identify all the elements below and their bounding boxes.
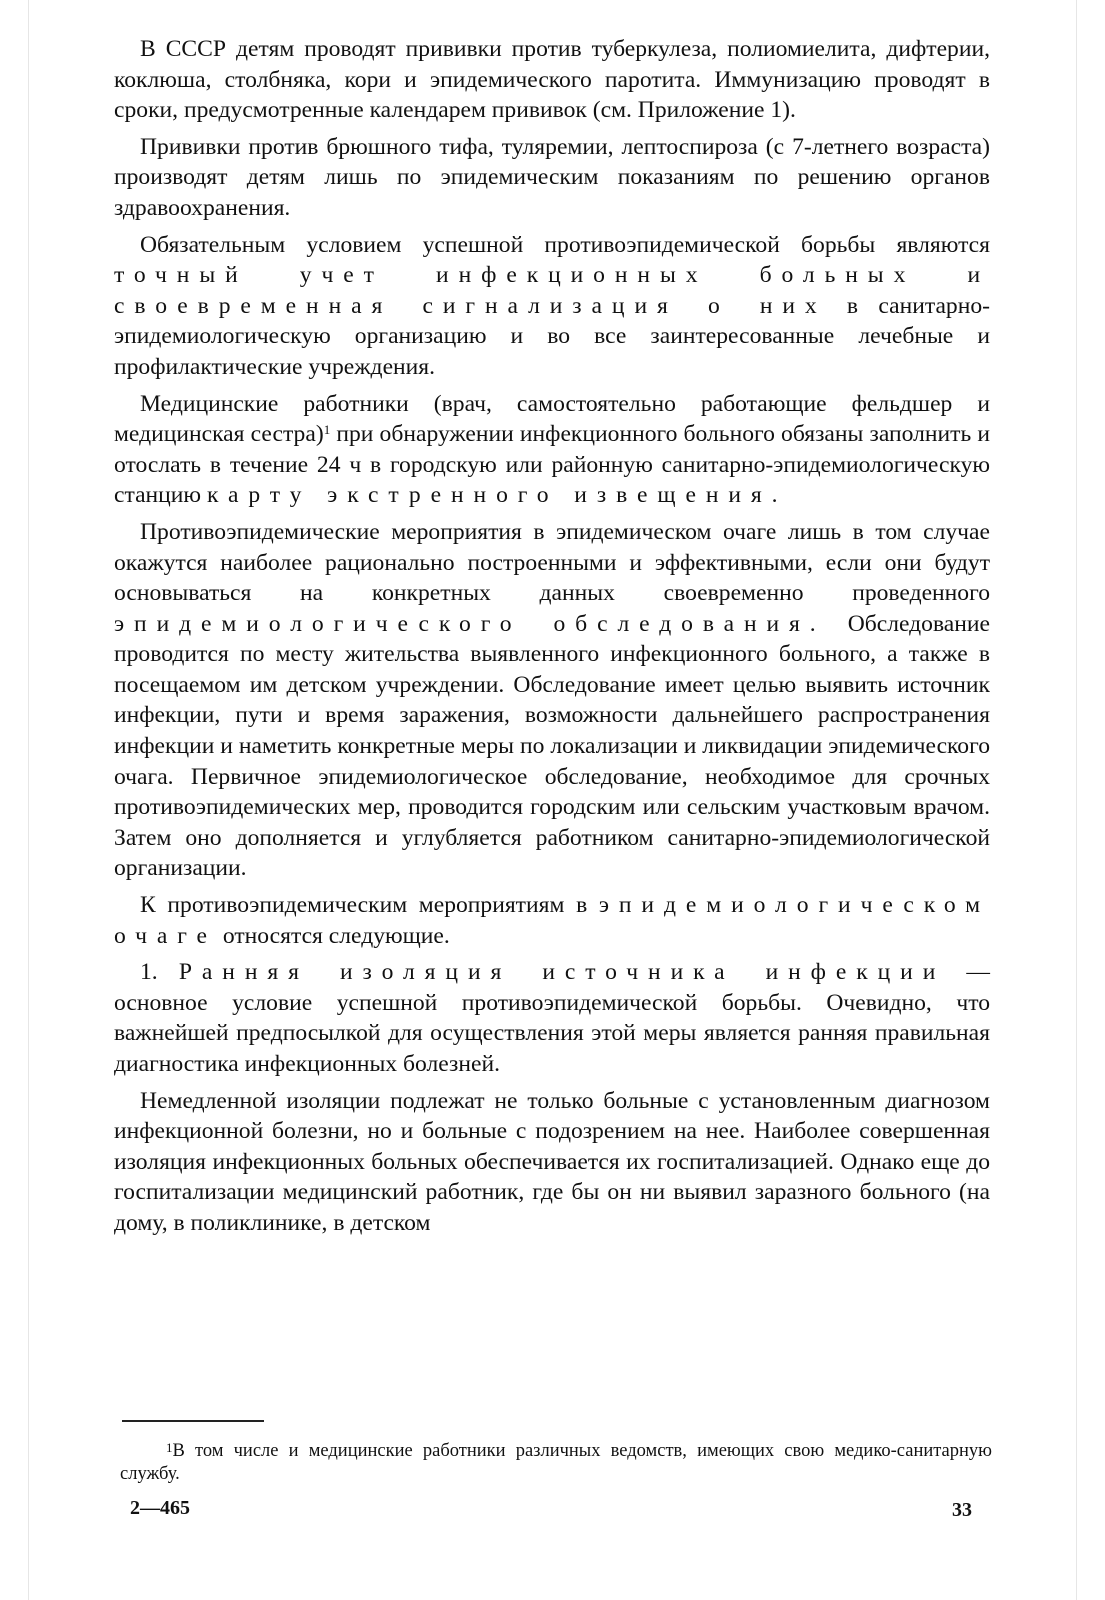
paragraph (114, 230, 990, 383)
footnote-text: В том числе и медицинские работники различных ведомств, имеющих свою медико-санитарную службу. (120, 1441, 992, 1484)
page-right-edge (1076, 0, 1077, 1600)
paragraph-text: Медицинские работники (врач, самостоятельно работающие фельдшер и медицинская сестра) (114, 390, 990, 448)
emphasized-spaced-text: эпидемиологическом очаге (114, 892, 990, 949)
paragraph (114, 890, 990, 951)
footnote-divider (122, 1420, 264, 1422)
emphasized-spaced-text: Ранняя изоляция источника инфекции (178, 959, 946, 986)
paragraph-text: Прививки против брюшного тифа, туляремии, лептоспироза (с 7-летнего возраста) производят детям лишь по эпидемическим показаниям по решению органов здравоохранения. (114, 133, 990, 221)
paragraph-text: Немедленной изоляции подлежат не только больные с установленным диагнозом инфекционной болезни, но и больные с подозрением на нее. Наиболее совершенная изоляция инфекционных больных обеспечивается их госпитализацией. Однако еще до госпитализации медицинский работник, где бы он ни выявил заразного больного (на дому, в поликлинике, в детском (114, 1087, 990, 1236)
paragraph-text: Обследование проводится по месту жительства выявленного инфекционного больного, а также в посещаемом им детском учреждении. Обследование имеет целью выявить источник инфекции, пути и время заражения, возможности дальнейшего распространения инфекции и наметить конкретные меры по локализации и ликвидации эпидемического очага. Первичное эпидемиологическое обследование, необходимое для срочных противоэпидемических мер, проводится городским или сельским участковым врачом. Затем оно дополняется и углубляется работником санитарно-эпидемиологической организации. (114, 610, 990, 882)
footnote-reference: 1 (323, 422, 331, 438)
emphasized-spaced-text: точный учет инфекционных больных и своевременная сигнализация о них (114, 262, 990, 319)
paragraph (114, 957, 990, 1079)
emphasized-spaced-text: карту экстренного извещения. (206, 482, 788, 509)
body-text (114, 34, 990, 1239)
paragraph-text: относятся следующие. (216, 922, 450, 949)
paragraph-text: — основное условие успешной противоэпидемической борьбы. Очевидно, что важнейшей предпосылкой для осуществления этой меры является ранняя правильная диагностика инфекционных болезней. (114, 959, 990, 1077)
paragraph (114, 517, 990, 884)
paragraph-text: при обнаружении инфекционного больного обязаны заполнить и отослать в течение 24 ч в городскую или районную санитарно-эпидемиологическую станцию (114, 421, 991, 509)
paragraph-text: В СССР детям проводят прививки против туберкулеза, полиомиелита, дифтерии, коклюша, столбняка, кори и эпидемического паротита. Иммунизацию проводят в сроки, предусмотренные календарем прививок (см. Приложение 1). (114, 36, 990, 124)
paragraph (114, 34, 990, 126)
paragraph-text: в санитарно-эпидемиологическую организацию и во все заинтересованные лечебные и профилактические учреждения. (114, 292, 990, 380)
paragraph (114, 132, 990, 224)
paragraph (114, 389, 990, 511)
footnote-marker: 1 (166, 1440, 173, 1455)
page-number: 33 (952, 1499, 972, 1521)
paragraph-text: Противоэпидемические мероприятия в эпидемическом очаге лишь в том случае окажутся наиболее рационально построенными и эффективными, если они будут основываться на конкретных данных своевременно проведенного (114, 518, 990, 607)
printer-signature-mark: 2—465 (130, 1497, 190, 1519)
paragraph-text: К противоэпидемическим мероприятиям в (140, 892, 599, 919)
page-left-edge (28, 0, 29, 1600)
paragraph-text: Обязательным условием успешной противоэпидемической борьбы являются (140, 231, 990, 258)
emphasized-spaced-text: эпидемиологического обследования. (114, 610, 826, 637)
paragraph-text: 1. (140, 959, 179, 986)
paragraph (114, 1086, 990, 1239)
footnote (120, 1440, 992, 1486)
